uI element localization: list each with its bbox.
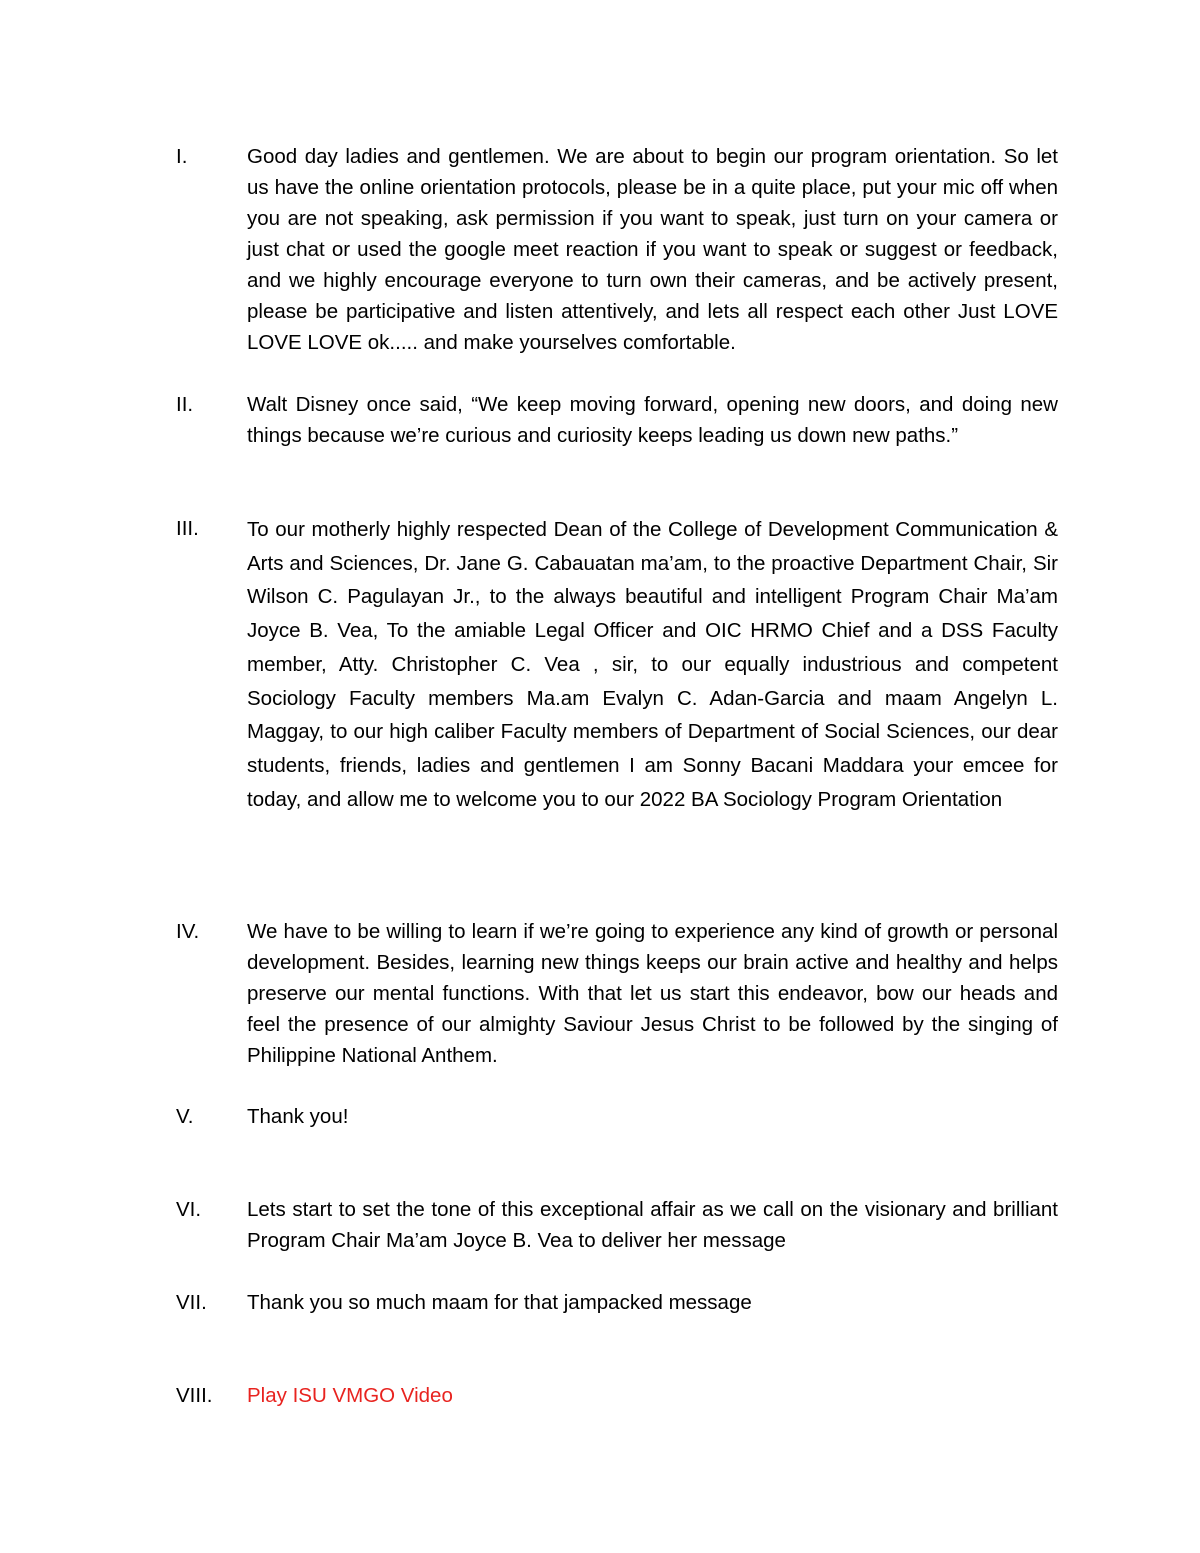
item-text: Good day ladies and gentlemen. We are about to begin our program orientation. So let us have the online orientation protocols, please be in a quite place, put your mic off when you are not speaking, ask permission if you want to speak, just turn on your camera or just chat or used the google meet reaction if you want to speak or suggest or feedback, and we highly encourage everyone to turn own their cameras, and be actively present, please be participative and listen attentively, and lets all respect each other Just LOVE LOVE LOVE ok..... and make yourselves comfortable. [247,145,1058,354]
item-text: Thank you! [247,1105,349,1128]
item-text: Lets start to set the tone of this exceptional affair as we call on the visionary and brilliant Program Chair Ma’am Joyce B. Vea to deliver her message [247,1198,1058,1252]
item-text: We have to be willing to learn if we’re going to experience any kind of growth or personal development. Besides, learning new things keeps our brain active and healthy and helps preserve our mental functions. With that let us start this endeavor, bow our heads and feel the presence of our almighty Saviour Jesus Christ to be followed by the singing of Philippine National Anthem. [247,920,1058,1067]
item-numeral: III. [176,517,199,540]
item-numeral: VI. [176,1198,202,1221]
item-numeral: IV. [176,920,200,943]
item-text: To our motherly highly respected Dean of the College of Development Communication & Arts and Sciences, Dr. Jane G. Cabauatan ma’am, to the proactive Department Chair, Sir Wilson C. Pagulayan Jr., to the always beautiful and intelligent Program Chair Ma’am Joyce B. Vea, To the amiable Legal Officer and OIC HRMO Chief and a DSS Faculty member, Atty. Christopher C. Vea , sir, to our equally industrious and competent Sociology Faculty members Ma.am Evalyn C. Adan-Garcia and maam Angelyn L. Maggay, to our high caliber Faculty members of Department of Social Sciences, our dear students, friends, ladies and gentlemen I am Sonny Bacani Maddara your emcee for today, and allow me to welcome you to our 2022 BA Sociology Program Orientation [247,518,1058,811]
item-text-highlighted: Play ISU VMGO Video [247,1384,453,1407]
item-numeral: VII. [176,1291,207,1314]
item-numeral: I. [176,145,188,168]
item-text: Thank you so much maam for that jampacked message [247,1291,752,1314]
item-numeral: V. [176,1105,194,1128]
item-text: Walt Disney once said, “We keep moving forward, opening new doors, and doing new things because we’re curious and curiosity keeps leading us down new paths.” [247,393,1058,447]
item-numeral: II. [176,393,194,416]
item-numeral: VIII. [176,1384,213,1407]
